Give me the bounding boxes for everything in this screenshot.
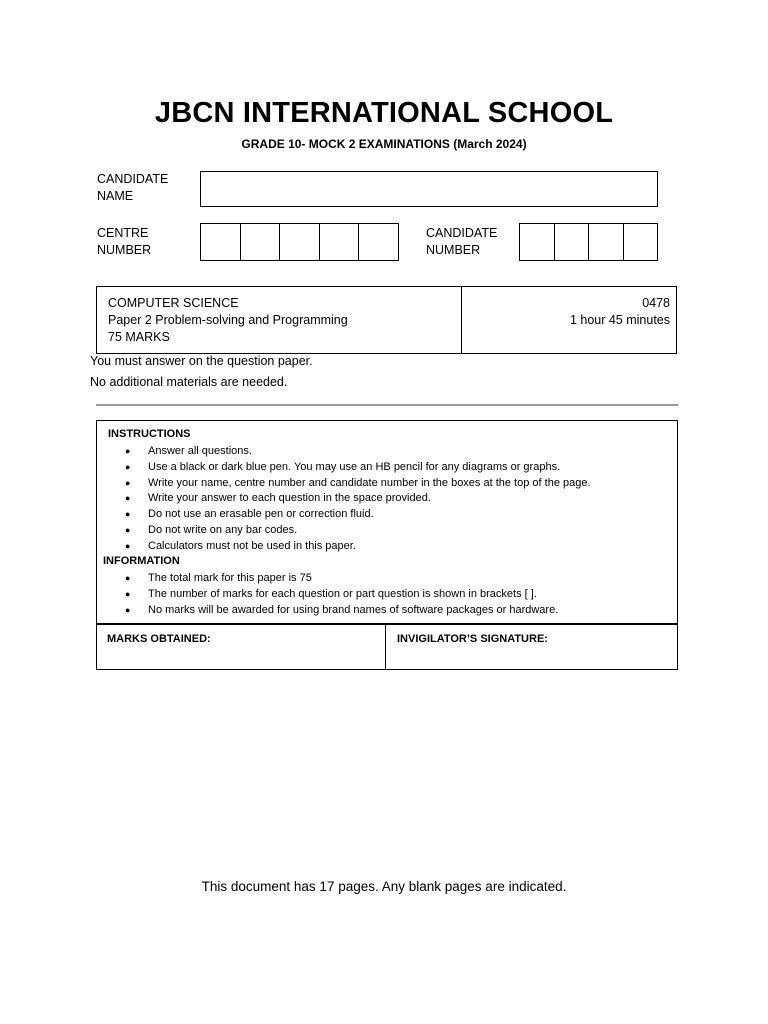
bullet-icon: ● [125, 477, 131, 488]
instruction-item: ● Write your answer to each question in the space provided. [97, 491, 677, 507]
paper-details [97, 287, 462, 353]
bullet-icon: ● [125, 588, 131, 599]
instruction-item: ● Calculators must not be used in this paper. [97, 539, 677, 555]
bullet-icon: ● [125, 524, 131, 535]
invigilator-signature-cell[interactable]: INVIGILATOR’S SIGNATURE: [397, 633, 548, 645]
information-item: ● No marks will be awarded for using brand names of software packages or hardware. [97, 603, 677, 619]
candidate-name-label: CANDIDATE NAME [97, 172, 169, 203]
information-item: ● The number of marks for each question or part question is shown in brackets [ ]. [97, 587, 677, 603]
bullet-icon: ● [125, 604, 131, 615]
marks-row [96, 623, 678, 670]
candidate-number-cell[interactable] [589, 224, 624, 260]
instructions-list [97, 444, 677, 555]
paper-code: 0478 [642, 296, 670, 310]
bullet-icon: ● [125, 446, 131, 456]
total-marks: 75 MARKS [108, 330, 170, 344]
candidate-number-cell[interactable] [555, 224, 590, 260]
centre-number-cell[interactable] [320, 224, 360, 260]
centre-number-label: CENTRE NUMBER [97, 226, 152, 257]
page-count-note: This document has 17 pages. Any blank pages are indicated. [201, 879, 567, 894]
candidate-number-label: CANDIDATE NUMBER [426, 226, 498, 257]
centre-number-cell[interactable] [241, 224, 281, 260]
bullet-icon: ● [125, 540, 131, 551]
school-title: JBCN INTERNATIONAL SCHOOL [154, 97, 614, 129]
note-no-materials: No additional materials are needed. [90, 375, 288, 389]
centre-number-cell[interactable] [359, 224, 398, 260]
candidate-number-field[interactable] [519, 223, 658, 261]
candidate-name-field[interactable] [200, 171, 658, 207]
information-item: ● The total mark for this paper is 75 [97, 571, 677, 587]
paper-code-duration [462, 287, 676, 353]
note-answer-on-paper: You must answer on the question paper. [90, 354, 313, 368]
duration: 1 hour 45 minutes [569, 313, 670, 327]
instruction-item: ● Do not use an erasable pen or correction fluid. [97, 507, 677, 523]
bullet-icon: ● [125, 573, 131, 583]
bullet-icon: ● [125, 461, 131, 472]
paper-info-box [96, 286, 677, 354]
centre-number-field[interactable] [200, 223, 399, 261]
instruction-item: ● Write your name, centre number and candidate number in the boxes at the top of the page. [97, 476, 677, 492]
instruction-item: ● Answer all questions. [97, 444, 677, 460]
marks-obtained-cell[interactable]: MARKS OBTAINED: [96, 625, 386, 670]
paper-name: Paper 2 Problem-solving and Programming [108, 313, 348, 327]
information-heading: INFORMATION [103, 555, 180, 567]
subject: COMPUTER SCIENCE [108, 296, 239, 310]
instructions-box [96, 420, 678, 670]
centre-number-cell[interactable] [201, 224, 241, 260]
information-list [97, 571, 677, 618]
candidate-number-cell[interactable] [624, 224, 658, 260]
bullet-icon: ● [125, 493, 131, 504]
instructions-heading: INSTRUCTIONS [108, 428, 191, 440]
centre-number-cell[interactable] [280, 224, 320, 260]
bullet-icon: ● [125, 509, 131, 520]
exam-subtitle: GRADE 10- MOCK 2 EXAMINATIONS (March 2024) [241, 137, 527, 151]
candidate-number-cell[interactable] [520, 224, 555, 260]
instruction-item: ● Use a black or dark blue pen. You may use an HB pencil for any diagrams or graphs. [97, 460, 677, 476]
instruction-item: ● Do not write on any bar codes. [97, 523, 677, 539]
divider [96, 404, 678, 406]
